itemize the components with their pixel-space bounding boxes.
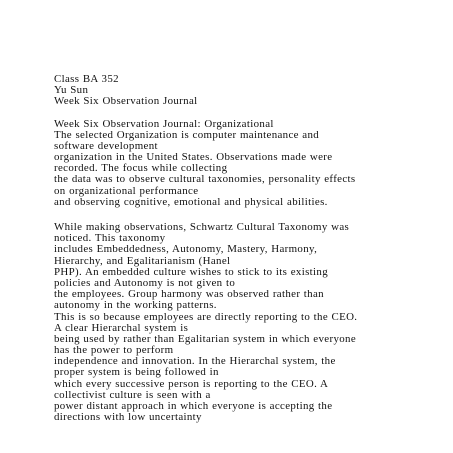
paragraph-line: being used by rather than Egalitarian system in which everyone <box>54 332 357 345</box>
paragraph-line: policies and Autonomy is not given to <box>54 276 236 289</box>
paragraph-line: the data was to observe cultural taxonomies, personality effects <box>54 173 356 186</box>
paragraph-line: proper system is being followed in <box>54 366 219 379</box>
paragraph-line: on organizational performance <box>54 184 199 197</box>
paragraph-line: which every successive person is reporting to the CEO. A <box>54 377 329 390</box>
paragraph-line: Hierarchy, and Egalitarianism (Hanel <box>54 254 231 267</box>
paragraph-line: independence and innovation. In the Hierarchal system, the <box>54 355 336 368</box>
observation-paragraph <box>54 152 434 208</box>
paragraph-line: directions with low uncertainty <box>54 411 202 424</box>
journal-title-line: Week Six Observation Journal <box>54 95 198 108</box>
taxonomy-paragraph <box>54 222 434 423</box>
paragraph-line: and observing cognitive, emotional and physical abilities. <box>54 195 328 208</box>
paragraph-line: includes Embeddedness, Autonomy, Mastery, Harmony, <box>54 243 318 256</box>
class-line: Class BA 352 <box>54 73 119 85</box>
paragraph-line: Week Six Observation Journal: Organizational <box>54 118 274 130</box>
paragraph-line: collectivist culture is seen with a <box>54 388 211 401</box>
paragraph-line: recorded. The focus while collecting <box>54 162 228 175</box>
paragraph-line: power distant approach in which everyone is accepting the <box>54 400 333 412</box>
paragraph-line: noticed. This taxonomy <box>54 232 166 245</box>
paragraph-line: has the power to perform <box>54 344 174 357</box>
paragraph-line: A clear Hierarchal system is <box>54 321 189 334</box>
paragraph-line: This is so because employees are directly reporting to the CEO. <box>54 310 358 323</box>
paragraph-line: organization in the United States. Observations made were <box>54 151 333 163</box>
intro-paragraph <box>54 119 434 153</box>
paragraph-line: the employees. Group harmony was observed rather than <box>54 288 324 301</box>
paragraph-line: software development <box>54 140 158 153</box>
paragraph-line: While making observations, Schwartz Cultural Taxonomy was <box>54 221 350 233</box>
paragraph-line: autonomy in the working patterns. <box>54 299 217 312</box>
header-block <box>54 74 434 108</box>
paragraph-line: PHP). An embedded culture wishes to stick to its existing <box>54 265 329 278</box>
author-line: Yu Sun <box>54 84 89 97</box>
paragraph-line: The selected Organization is computer maintenance and <box>54 129 320 142</box>
